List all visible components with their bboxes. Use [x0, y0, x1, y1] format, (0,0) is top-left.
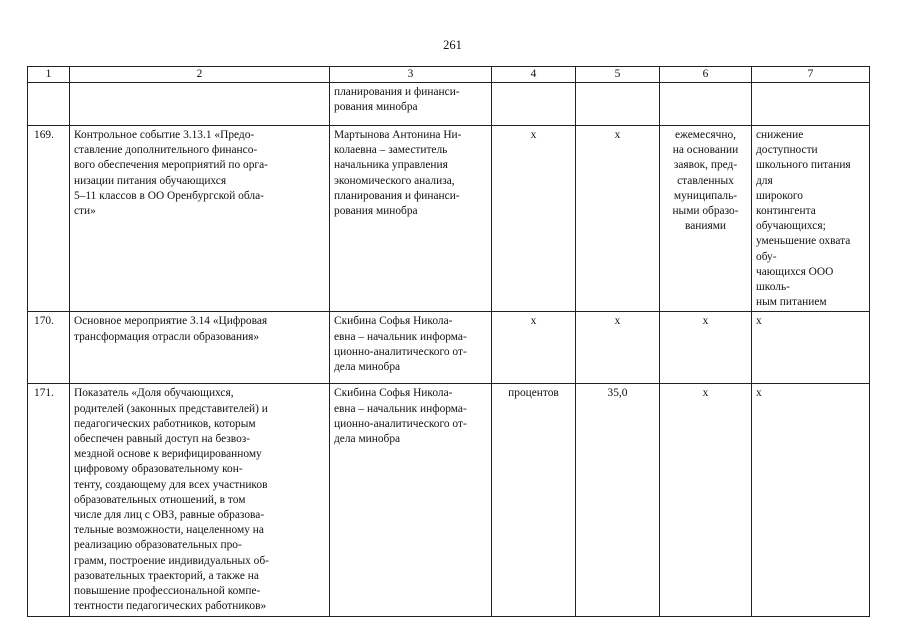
periodicity-cell — [660, 83, 752, 126]
unit-cell — [492, 83, 576, 126]
periodicity-cell: х — [660, 384, 752, 617]
column-number: 1 — [28, 67, 70, 83]
column-number: 3 — [330, 67, 492, 83]
unit-cell: х — [492, 312, 576, 384]
measure-name-cell: Контрольное событие 3.13.1 «Предо- ставление дополнительного финансо- вого обеспечения мероприятий по орга- низации питания обучающихся 5–11 классов в ОО Оренбургской обла- сти» — [70, 126, 330, 312]
table-row — [28, 83, 870, 126]
row-number-cell: 169. — [28, 126, 70, 312]
column-number: 5 — [576, 67, 660, 83]
value-cell: х — [576, 312, 660, 384]
row-number-cell: 170. — [28, 312, 70, 384]
responsible-cell: Скибина Софья Никола- евна – начальник информа- ционно-аналитического от- дела минобра — [330, 312, 492, 384]
measure-name-cell: Показатель «Доля обучающихся, родителей (законных представителей) и педагогических работников, которым обеспечен равный доступ на безвоз- мездной основе к верифицированному цифровому образовательному кон- тенту, создающему для всех участников образовательных отношений, в том числе для лиц с ОВЗ, равные образова- тельные возможности, нацеленному на реализацию образовательных про- грамм, построение индивидуальных об- разовательных траекторий, а также на повышение профессиональной компе- тентности педагогических работников» — [70, 384, 330, 617]
measure-name-cell: Основное мероприятие 3.14 «Цифровая трансформация отрасли образования» — [70, 312, 330, 384]
unit-cell: х — [492, 126, 576, 312]
column-number: 4 — [492, 67, 576, 83]
column-number: 2 — [70, 67, 330, 83]
row-number-cell — [28, 83, 70, 126]
row-number-cell: 171. — [28, 384, 70, 617]
column-number-row — [28, 67, 870, 83]
effect-cell: снижение доступности школьного питания для широкого контингента обучающихся; уменьшение охвата обу- чающихся ООО школь- ным питанием — [752, 126, 870, 312]
table-row — [28, 126, 870, 312]
value-cell: 35,0 — [576, 384, 660, 617]
periodicity-cell: ежемесячно, на основании заявок, пред- ставленных муниципаль- ными образо- ваниями — [660, 126, 752, 312]
responsible-cell: Скибина Софья Никола- евна – начальник информа- ционно-аналитического от- дела минобра — [330, 384, 492, 617]
unit-cell: процентов — [492, 384, 576, 617]
value-cell: х — [576, 126, 660, 312]
responsible-cell: планирования и финанси- рования минобра — [330, 83, 492, 126]
page-number: 261 — [443, 38, 462, 52]
effect-cell — [752, 83, 870, 126]
measures-table — [27, 66, 870, 617]
table-row — [28, 312, 870, 384]
column-number: 7 — [752, 67, 870, 83]
value-cell — [576, 83, 660, 126]
periodicity-cell: х — [660, 312, 752, 384]
table-row — [28, 384, 870, 617]
measure-name-cell — [70, 83, 330, 126]
responsible-cell: Мартынова Антонина Ни- колаевна – заместитель начальника управления экономического анализа, планирования и финанси- рования минобра — [330, 126, 492, 312]
column-number: 6 — [660, 67, 752, 83]
effect-cell: х — [752, 312, 870, 384]
effect-cell: х — [752, 384, 870, 617]
